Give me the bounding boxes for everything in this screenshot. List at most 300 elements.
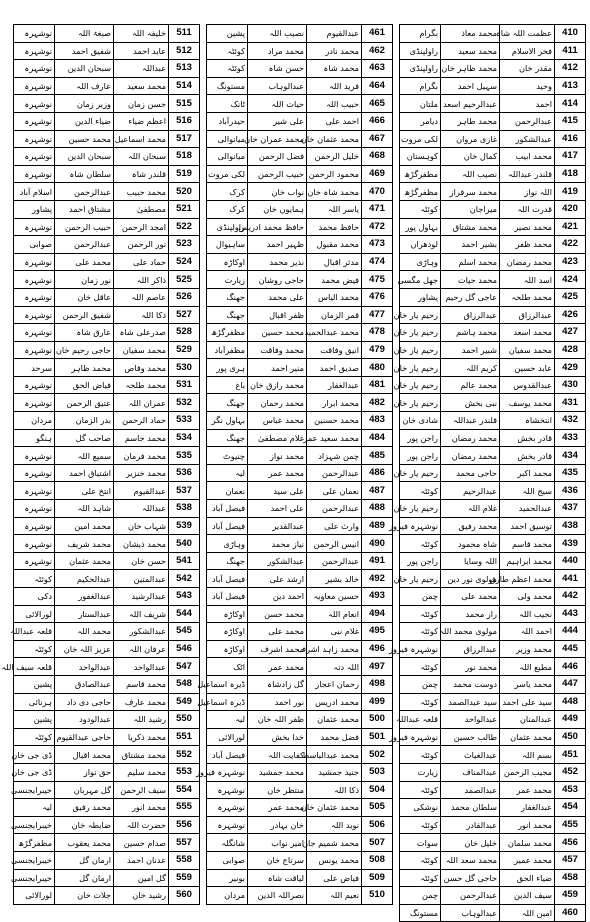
name-cell: شہاب خان: [114, 517, 169, 535]
serial-number-cell: 555: [169, 799, 200, 817]
serial-number-cell: 431: [555, 394, 586, 412]
name-cell: نعیم اللہ: [307, 887, 362, 905]
table-row: [14, 271, 200, 289]
serial-number-cell: 480: [362, 359, 393, 377]
father-name-cell: ظہیر احمد: [248, 236, 307, 254]
table-row: [14, 253, 200, 271]
name-cell: خلیل الرحمن: [307, 148, 362, 166]
table-row: [400, 25, 586, 43]
serial-number-cell: 492: [362, 570, 393, 588]
name-cell: محمد نادر: [307, 42, 362, 60]
serial-number-cell: 474: [362, 253, 393, 271]
name-cell: سیف الدین: [500, 887, 555, 905]
father-name-cell: منیر احمد: [248, 359, 307, 377]
address-cell: کوئٹہ: [400, 605, 441, 623]
serial-number-cell: 548: [169, 675, 200, 693]
serial-number-cell: 497: [362, 658, 393, 676]
serial-number-cell: 559: [169, 869, 200, 887]
name-cell: نعمان علی: [307, 482, 362, 500]
name-cell: محمد جاسم: [114, 429, 169, 447]
name-cell: محمد اکبر: [500, 464, 555, 482]
name-cell: محمد سلمان: [500, 834, 555, 852]
serial-number-cell: 526: [169, 288, 200, 306]
father-name-cell: مولوی محمد اللہ: [441, 623, 500, 641]
address-cell: ڈی جی خان: [14, 763, 55, 781]
address-cell: کوئٹہ: [400, 869, 441, 887]
serial-number-cell: 501: [362, 728, 393, 746]
serial-number-cell: 437: [555, 500, 586, 518]
serial-number-cell: 418: [555, 165, 586, 183]
name-cell: محمد حسنین: [307, 412, 362, 430]
name-cell: صدرعلی شاہ: [114, 324, 169, 342]
serial-number-cell: 543: [169, 588, 200, 606]
name-cell: محمد انور: [500, 816, 555, 834]
serial-number-cell: 504: [362, 781, 393, 799]
father-name-cell: عبدالرزاق: [441, 640, 500, 658]
table-row: [400, 728, 586, 746]
serial-number-cell: 511: [169, 25, 200, 43]
address-cell: مستونگ: [207, 77, 248, 95]
serial-number-cell: 517: [169, 130, 200, 148]
address-cell: رحیم یار خان: [400, 376, 441, 394]
serial-number-cell: 455: [555, 816, 586, 834]
address-cell: مظفرگڑھ: [400, 165, 441, 183]
name-cell: محمد سلیم: [114, 763, 169, 781]
father-name-cell: علی احمد: [248, 500, 307, 518]
serial-number-cell: 458: [555, 869, 586, 887]
father-name-cell: اشتیاق احمد: [55, 464, 114, 482]
address-cell: مظفرآباد: [207, 341, 248, 359]
father-name-cell: جلات خان: [55, 887, 114, 905]
father-name-cell: شاہد اللہ: [55, 500, 114, 518]
address-cell: فیصل آباد: [207, 746, 248, 764]
address-cell: رحیم یار خان: [400, 394, 441, 412]
table-row: [400, 183, 586, 201]
table-row: [14, 183, 200, 201]
serial-number-cell: 535: [169, 447, 200, 465]
address-cell: باغ: [207, 376, 248, 394]
table-row: [400, 95, 586, 113]
serial-number-cell: 452: [555, 763, 586, 781]
father-name-cell: محمد حیات: [441, 271, 500, 289]
table-row: [14, 25, 200, 43]
table-row: [400, 464, 586, 482]
name-cell: وحید: [500, 77, 555, 95]
father-name-cell: دوست محمد: [441, 675, 500, 693]
name-cell: محمد قاسم: [500, 535, 555, 553]
table-row: [14, 236, 200, 254]
serial-number-cell: 478: [362, 324, 393, 342]
name-cell: احمد اللہ: [500, 623, 555, 641]
name-cell: انیس الرحمن: [307, 535, 362, 553]
address-cell: راولپنڈی: [207, 218, 248, 236]
address-cell: راولپنڈی: [400, 60, 441, 78]
serial-number-cell: 557: [169, 834, 200, 852]
serial-number-cell: 479: [362, 341, 393, 359]
table-row: [207, 288, 393, 306]
name-cell: عبدالشکور: [500, 130, 555, 148]
table-row: [14, 500, 200, 518]
address-cell: بہاول نگر: [207, 412, 248, 430]
table-row: [207, 658, 393, 676]
name-cell: محمد یوسف: [500, 394, 555, 412]
address-cell: رحیم یار خان: [400, 464, 441, 482]
serial-number-cell: 421: [555, 218, 586, 236]
father-name-cell: غلام اللہ: [441, 500, 500, 518]
address-cell: نوشہرہ: [14, 25, 55, 43]
address-cell: ٹانک: [207, 95, 248, 113]
address-cell: فیصل آباد: [207, 500, 248, 518]
address-cell: کوئٹہ: [400, 816, 441, 834]
serial-number-cell: 466: [362, 112, 393, 130]
column-table-511-560: [1, 24, 200, 905]
name-cell: عبدالقیوم: [114, 482, 169, 500]
father-name-cell: لیاقت شاہ: [248, 869, 307, 887]
father-name-cell: عبدالرحمن: [55, 236, 114, 254]
address-cell: جھنگ: [207, 429, 248, 447]
name-cell: محمد ظفر: [500, 236, 555, 254]
serial-number-cell: 440: [555, 552, 586, 570]
address-cell: ہرنائی: [14, 693, 55, 711]
name-cell: صدیق احمد: [307, 359, 362, 377]
father-name-cell: صاحب گل: [55, 429, 114, 447]
name-cell: محمد وقاص: [114, 359, 169, 377]
father-name-cell: امیر نواب: [248, 834, 307, 852]
address-cell: لورالائی: [14, 887, 55, 905]
father-name-cell: محمد طاہر: [441, 112, 500, 130]
father-name-cell: عبدالحکیم: [55, 570, 114, 588]
table-row: [207, 816, 393, 834]
serial-number-cell: 432: [555, 412, 586, 430]
table-row: [14, 165, 200, 183]
father-name-cell: خدا بخش: [248, 728, 307, 746]
serial-number-cell: 487: [362, 482, 393, 500]
name-cell: محمد عثمان خان: [307, 799, 362, 817]
address-cell: رحیم یار خان: [400, 324, 441, 342]
address-cell: ساہیوال: [207, 236, 248, 254]
father-name-cell: راز محمد: [441, 605, 500, 623]
father-name-cell: غلام مصطفیٰ: [248, 429, 307, 447]
serial-number-cell: 523: [169, 236, 200, 254]
serial-number-cell: 531: [169, 376, 200, 394]
name-cell: عبداللہ: [114, 60, 169, 78]
name-cell: محمد اسعد: [500, 324, 555, 342]
name-cell: محمد اسماعیل: [114, 130, 169, 148]
name-cell: گل امین: [114, 869, 169, 887]
serial-number-cell: 434: [555, 447, 586, 465]
address-cell: نوشہرہ: [14, 271, 55, 289]
address-cell: نوشہرہ: [14, 535, 55, 553]
address-cell: رحیم یار خان: [400, 359, 441, 377]
serial-number-cell: 412: [555, 60, 586, 78]
name-cell: قدرت اللہ: [500, 200, 555, 218]
name-cell: رحمان اعجاز: [307, 675, 362, 693]
address-cell: اسلام آباد: [14, 183, 55, 201]
name-cell: حماد الرحمن: [114, 412, 169, 430]
father-name-cell: سمیع اللہ: [55, 447, 114, 465]
address-cell: ہنگو: [14, 429, 55, 447]
father-name-cell: نصیب اللہ: [248, 25, 307, 43]
address-cell: سوات: [400, 834, 441, 852]
table-row: [14, 148, 200, 166]
table-row: [207, 271, 393, 289]
father-name-cell: حاجی روشان: [248, 271, 307, 289]
table-row: [207, 500, 393, 518]
address-cell: رحیم یار خان: [400, 306, 441, 324]
serial-number-cell: 489: [362, 517, 393, 535]
table-row: [400, 165, 586, 183]
serial-number-cell: 429: [555, 359, 586, 377]
name-cell: محمد عثمان خان: [307, 130, 362, 148]
address-cell: پشین: [207, 25, 248, 43]
father-name-cell: حیات اللہ: [248, 95, 307, 113]
table-row: [207, 25, 393, 43]
serial-number-cell: 508: [362, 851, 393, 869]
father-name-cell: محمد یعقوب: [55, 834, 114, 852]
name-cell: محمود الرحمن: [307, 165, 362, 183]
father-name-cell: محمد ظاہر: [55, 359, 114, 377]
address-cell: کرک: [207, 200, 248, 218]
name-cell: عدنان احمد: [114, 851, 169, 869]
name-cell: احمد: [500, 95, 555, 113]
father-name-cell: کفایت اللہ: [248, 746, 307, 764]
name-cell: محمد سفیان: [500, 341, 555, 359]
serial-number-cell: 546: [169, 640, 200, 658]
serial-number-cell: 533: [169, 412, 200, 430]
address-cell: صوابی: [207, 851, 248, 869]
address-cell: نوشہرہ: [14, 77, 55, 95]
name-cell: محمد عبدالحمید: [307, 324, 362, 342]
name-cell: محمد سفیان: [114, 341, 169, 359]
serial-number-cell: 544: [169, 605, 200, 623]
table-row: [400, 570, 586, 588]
address-cell: چنیوٹ: [207, 447, 248, 465]
address-cell: کوئٹہ: [207, 42, 248, 60]
serial-number-cell: 454: [555, 799, 586, 817]
name-cell: بسم اللہ: [500, 746, 555, 764]
table-row: [400, 482, 586, 500]
table-row: [14, 447, 200, 465]
address-cell: زیارت: [400, 763, 441, 781]
address-cell: نوشہرہ: [14, 482, 55, 500]
table-row: [14, 552, 200, 570]
father-name-cell: علی محمد: [248, 288, 307, 306]
address-cell: نوشہرہ: [14, 394, 55, 412]
address-cell: دکی: [14, 588, 55, 606]
address-cell: لورالائی: [14, 605, 55, 623]
table-row: [14, 781, 200, 799]
name-cell: نوید اللہ: [307, 816, 362, 834]
address-cell: نوشہرہ: [14, 112, 55, 130]
father-name-cell: سرتاج خان: [248, 851, 307, 869]
father-name-cell: نصراللہ الدین: [248, 887, 307, 905]
address-cell: لیہ: [207, 711, 248, 729]
father-name-cell: محمد وفاقت: [248, 341, 307, 359]
name-cell: مدثر اقبال: [307, 253, 362, 271]
table-row: [207, 60, 393, 78]
father-name-cell: محمد عباس: [248, 412, 307, 430]
serial-number-cell: 424: [555, 271, 586, 289]
serial-number-cell: 558: [169, 851, 200, 869]
serial-number-cell: 433: [555, 429, 586, 447]
serial-number-cell: 530: [169, 359, 200, 377]
father-name-cell: عاقل خان: [55, 288, 114, 306]
table-row: [400, 341, 586, 359]
serial-number-cell: 410: [555, 25, 586, 43]
father-name-cell: محمد مشتاق: [441, 218, 500, 236]
name-cell: حسن خان: [114, 552, 169, 570]
table-row: [400, 588, 586, 606]
name-cell: فخر الاسلام: [500, 42, 555, 60]
table-row: [207, 887, 393, 905]
father-name-cell: عبدالشکور: [248, 552, 307, 570]
serial-number-cell: 507: [362, 834, 393, 852]
father-name-cell: محمد عالم: [441, 376, 500, 394]
table-row: [207, 77, 393, 95]
address-cell: راجن پور: [400, 447, 441, 465]
address-cell: اوکاڑہ: [207, 640, 248, 658]
serial-number-cell: 509: [362, 869, 393, 887]
father-name-cell: فیاض الحق: [55, 376, 114, 394]
table-row: [207, 165, 393, 183]
address-cell: نوشہرہ: [14, 306, 55, 324]
serial-number-cell: 473: [362, 236, 393, 254]
father-name-cell: ظفر اللہ خان: [248, 711, 307, 729]
father-name-cell: خان بہادر: [248, 816, 307, 834]
name-cell: اعظم ضیاء: [114, 112, 169, 130]
address-cell: شانگلہ: [207, 834, 248, 852]
father-name-cell: ارمان گل: [55, 869, 114, 887]
table-row: [207, 218, 393, 236]
name-cell: مطیع اللہ: [500, 658, 555, 676]
father-name-cell: کمال خان: [441, 148, 500, 166]
name-cell: عبداللہ: [114, 500, 169, 518]
name-cell: حماد علی: [114, 253, 169, 271]
serial-number-cell: 456: [555, 834, 586, 852]
serial-number-cell: 541: [169, 552, 200, 570]
serial-number-cell: 545: [169, 623, 200, 641]
table-row: [14, 482, 200, 500]
serial-number-cell: 484: [362, 429, 393, 447]
father-name-cell: ارمان گل: [55, 851, 114, 869]
address-cell: نوشہرہ: [14, 517, 55, 535]
father-name-cell: نور احمد: [248, 693, 307, 711]
name-cell: عاصم اللہ: [114, 288, 169, 306]
table-row: [400, 359, 586, 377]
name-cell: محمد طلحہ: [500, 288, 555, 306]
father-name-cell: محمد ظاہر خان: [441, 60, 500, 78]
address-cell: کوئٹہ: [400, 200, 441, 218]
address-cell: لیہ: [14, 799, 55, 817]
address-cell: نوشہرہ: [14, 148, 55, 166]
name-cell: محمد انور: [114, 799, 169, 817]
serial-number-cell: 514: [169, 77, 200, 95]
table-row: [207, 95, 393, 113]
address-cell: چمن: [400, 588, 441, 606]
father-name-cell: کریم اللہ: [441, 359, 500, 377]
table-row: [400, 394, 586, 412]
table-row: [400, 218, 586, 236]
address-cell: حیدرآباد: [207, 112, 248, 130]
father-name-cell: خلیل خان: [441, 834, 500, 852]
name-cell: محمد طلحہ: [114, 376, 169, 394]
serial-number-cell: 413: [555, 77, 586, 95]
serial-number-cell: 415: [555, 112, 586, 130]
table-row: [207, 148, 393, 166]
address-cell: خیبرایجنسی: [14, 851, 55, 869]
serial-number-cell: 505: [362, 799, 393, 817]
father-name-cell: طالب حسین: [441, 728, 500, 746]
name-cell: محمد اعظم طارق: [500, 570, 555, 588]
table-row: [14, 112, 200, 130]
serial-number-cell: 423: [555, 253, 586, 271]
name-cell: عبدالحمید: [500, 500, 555, 518]
father-name-cell: ہمایوں خان: [248, 200, 307, 218]
address-cell: جھنگ: [207, 394, 248, 412]
father-name-cell: محمد عمر: [248, 658, 307, 676]
table-row: [207, 763, 393, 781]
serial-number-cell: 438: [555, 517, 586, 535]
name-cell: ضیاء الحق: [500, 869, 555, 887]
father-name-cell: محمد علی: [248, 623, 307, 641]
serial-number-cell: 465: [362, 95, 393, 113]
name-cell: عبدالرشید: [114, 588, 169, 606]
serial-number-cell: 471: [362, 200, 393, 218]
table-row: [14, 60, 200, 78]
address-cell: کوئٹہ: [400, 693, 441, 711]
address-cell: وہاڑی: [400, 253, 441, 271]
table-row: [14, 288, 200, 306]
serial-number-cell: 426: [555, 306, 586, 324]
father-name-cell: علی سید: [248, 482, 307, 500]
father-name-cell: صبغۃ اللہ: [55, 25, 114, 43]
name-cell: مقدر خان: [500, 60, 555, 78]
name-cell: قمر الزمان: [307, 306, 362, 324]
table-row: [14, 869, 200, 887]
name-cell: عمران اللہ: [114, 394, 169, 412]
address-cell: نوشہرہ: [207, 816, 248, 834]
table-row: [400, 623, 586, 641]
father-name-cell: محمد عمر: [248, 799, 307, 817]
name-cell: چمن شہزاد: [307, 447, 362, 465]
address-cell: جھنگ: [207, 306, 248, 324]
serial-number-cell: 495: [362, 623, 393, 641]
serial-number-cell: 494: [362, 605, 393, 623]
address-cell: لکی مروت: [207, 165, 248, 183]
name-cell: محمد شاہ خان: [307, 183, 362, 201]
table-row: [207, 675, 393, 693]
father-name-cell: محمد مراد: [248, 42, 307, 60]
address-cell: نوشہرہ: [14, 447, 55, 465]
father-name-cell: غازی مروان: [441, 130, 500, 148]
name-cell: محمد فرمان: [114, 447, 169, 465]
name-cell: مجیب الرحمن: [500, 763, 555, 781]
name-cell: محمد ابیب: [500, 148, 555, 166]
serial-number-cell: 521: [169, 200, 200, 218]
serial-number-cell: 547: [169, 658, 200, 676]
father-name-cell: مولوی نور دین: [441, 570, 500, 588]
name-cell: محمد مقبول: [307, 236, 362, 254]
address-cell: کوئٹہ: [400, 746, 441, 764]
name-cell: محمد رمضان: [500, 253, 555, 271]
table-row: [14, 816, 200, 834]
address-cell: کوئٹہ: [14, 728, 55, 746]
father-name-cell: عبدالصمد: [441, 781, 500, 799]
serial-number-cell: 460: [555, 904, 586, 922]
father-name-cell: ارشد علی: [248, 570, 307, 588]
address-cell: لیہ: [207, 464, 248, 482]
address-cell: جھنگ: [207, 288, 248, 306]
